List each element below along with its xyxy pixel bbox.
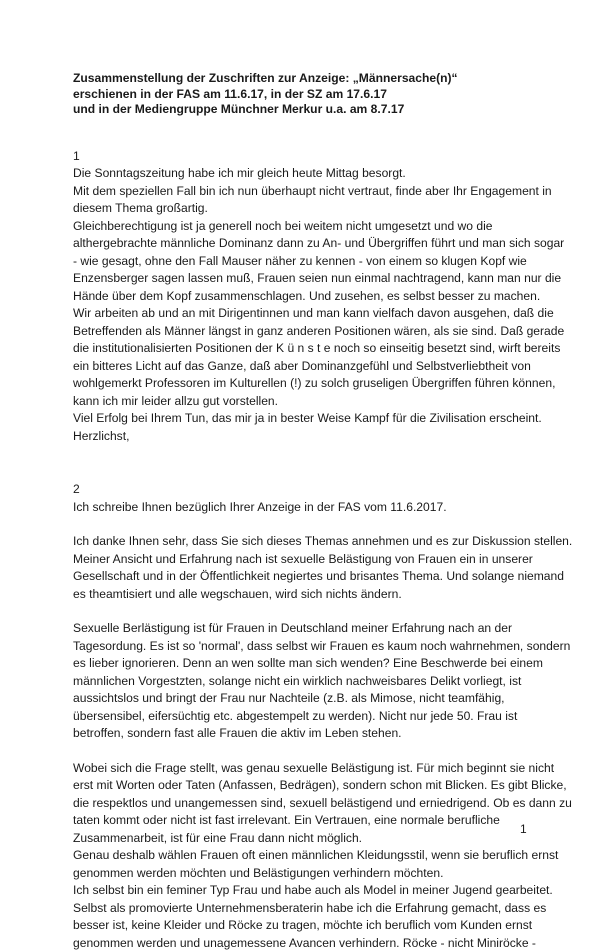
text-line: althergebrachte männliche Dominanz dann zu An- und Übergriffen führt und man sich sogar: [73, 235, 543, 253]
text-line: genommen werden und unagemessene Avancen verhindern. Röcke - nicht Miniröcke -: [73, 935, 543, 952]
paragraph: [73, 499, 543, 517]
text-line: Die Sonntagszeitung habe ich mir gleich heute Mittag besorgt.: [73, 165, 543, 183]
text-line: Genau deshalb wählen Frauen oft einen männlichen Kleidungsstil, wenn sie beruflich ernst: [73, 847, 543, 865]
text-line: Tagesordung. Es ist so 'normal', dass selbst wir Frauen es kaum noch wahrnehmen, sondern: [73, 638, 543, 656]
text-line: aussichtslos und bringt der Frau nur Nachteile (z.B. als Mimose, nicht teamfähig,: [73, 690, 543, 708]
text-line: Wir arbeiten ab und an mit Dirigentinnen und man kann vielfach davon ausgehen, daß die: [73, 305, 543, 323]
paragraph: [73, 760, 543, 952]
text-line: betroffen, sondern fast alle Frauen die aktiv im Leben stehen.: [73, 725, 543, 743]
letter-number: 1: [73, 148, 543, 166]
heading-line: erschienen in der FAS am 11.6.17, in der SZ am 17.6.17: [73, 87, 543, 103]
text-line: männlichen Vorgestzten, solange nicht ein wirklich nachweisbares Delikt vorliegt, ist: [73, 673, 543, 691]
text-line: Herzlichst,: [73, 428, 543, 446]
text-line: Meiner Ansicht und Erfahrung nach ist sexuelle Belästigung von Frauen ein in unserer: [73, 551, 543, 569]
text-line: es lieber ignorieren. Denn an wen sollte man sich wenden? Eine Beschwerde bei einem: [73, 655, 543, 673]
text-line: Selbst als promovierte Unternehmensberaterin habe ich die Erfahrung gemacht, dass es: [73, 900, 543, 918]
heading-line: und in der Mediengruppe Münchner Merkur u.a. am 8.7.17: [73, 102, 543, 118]
text-line: Zusammenarbeit, ist für eine Frau dann nicht möglich.: [73, 830, 543, 848]
text-line: Ich danke Ihnen sehr, dass Sie sich dieses Themas annehmen und es zur Diskussion stellen.: [73, 533, 543, 551]
text-line: es theamtisiert und alle wegschauen, wird sich nichts ändern.: [73, 586, 543, 604]
text-line: genommen werden möchten und Belästigungen verhindern möchten.: [73, 865, 543, 883]
text-line: Wobei sich die Frage stellt, was genau sexuelle Belästigung ist. Für mich beginnt sie nicht: [73, 760, 543, 778]
text-line: Viel Erfolg bei Ihrem Tun, das mir ja in bester Weise Kampf für die Zivilisation erscheint.: [73, 410, 543, 428]
text-line: wohlgemerkt Professoren im Kulturellen (!) zu solch gruseligen Übergriffen führen können,: [73, 375, 543, 393]
text-line: Hände über dem Kopf zusammenschlagen. Und zusehen, es selbst besser zu machen.: [73, 288, 543, 306]
page-content: [73, 71, 543, 952]
text-line: kann ich mir leider allzu gut vorstellen.: [73, 393, 543, 411]
text-line: Betreffenden als Männer längst in ganz anderen Positionen wären, als sie sind. Daß gerade: [73, 323, 543, 341]
paragraph: [73, 165, 543, 445]
text-line: Gleichberechtigung ist ja generell noch bei weitem nicht umgesetzt und wo die: [73, 218, 543, 236]
text-line: erst mit Worten oder Taten (Anfassen, Bedrägen), sondern schon mit Blicken. Es gibt Blicke,: [73, 777, 543, 795]
text-line: ein bitteres Licht auf das Ganze, daß aber Dominanzgefühl und Selbstverliebtheit von: [73, 358, 543, 376]
text-line: Ich schreibe Ihnen bezüglich Ihrer Anzeige in der FAS vom 11.6.2017.: [73, 499, 543, 517]
text-line: taten kommt oder nicht ist fast irrelevant. Ein Vertrauen, eine normale berufliche: [73, 812, 543, 830]
text-line: Mit dem speziellen Fall bin ich nun überhaupt nicht vertraut, finde aber Ihr Engagement in: [73, 183, 543, 201]
text-line: übersensibel, eifersüchtig etc. abgestempelt zu werden). Nicht nur jede 50. Frau ist: [73, 708, 543, 726]
text-line: Enzensberger sagen lassen muß, Frauen seien nun einmal nachtragend, kann man nur die: [73, 270, 543, 288]
text-line: besser ist, keine Kleider und Röcke zu tragen, möchte ich beruflich vom Kunden ernst: [73, 917, 543, 935]
letter-number: 2: [73, 481, 543, 499]
text-line: Ich selbst bin ein feminer Typ Frau und habe auch als Model in meiner Jugend gearbeitet.: [73, 882, 543, 900]
text-line: diesem Thema großartig.: [73, 200, 543, 218]
text-line: - wie gesagt, ohne den Fall Mauser näher zu kennen - von einem so klugen Kopf wie: [73, 253, 543, 271]
text-line: Sexuelle Berlästigung ist für Frauen in Deutschland meiner Erfahrung nach an der: [73, 620, 543, 638]
page-number: 1: [520, 822, 527, 836]
document-heading: [73, 71, 543, 118]
letter-section: [73, 148, 543, 446]
text-line: die respektlos und unangemessen sind, sexuell belästigend und erniedrigend. Ob es dann zu: [73, 795, 543, 813]
text-line: die institutionalisierten Positionen der K ü n s t e noch so einseitig besetzt sind, wirft bereits: [73, 340, 543, 358]
letter-section: [73, 481, 543, 952]
paragraph: [73, 533, 543, 603]
heading-line: Zusammenstellung der Zuschriften zur Anzeige: „Männersache(n)“: [73, 71, 543, 87]
text-line: Gesellschaft und in der Öffentlichkeit negiertes und brisantes Thema. Und solange niemand: [73, 568, 543, 586]
paragraph: [73, 620, 543, 743]
letters-list: [73, 148, 543, 952]
